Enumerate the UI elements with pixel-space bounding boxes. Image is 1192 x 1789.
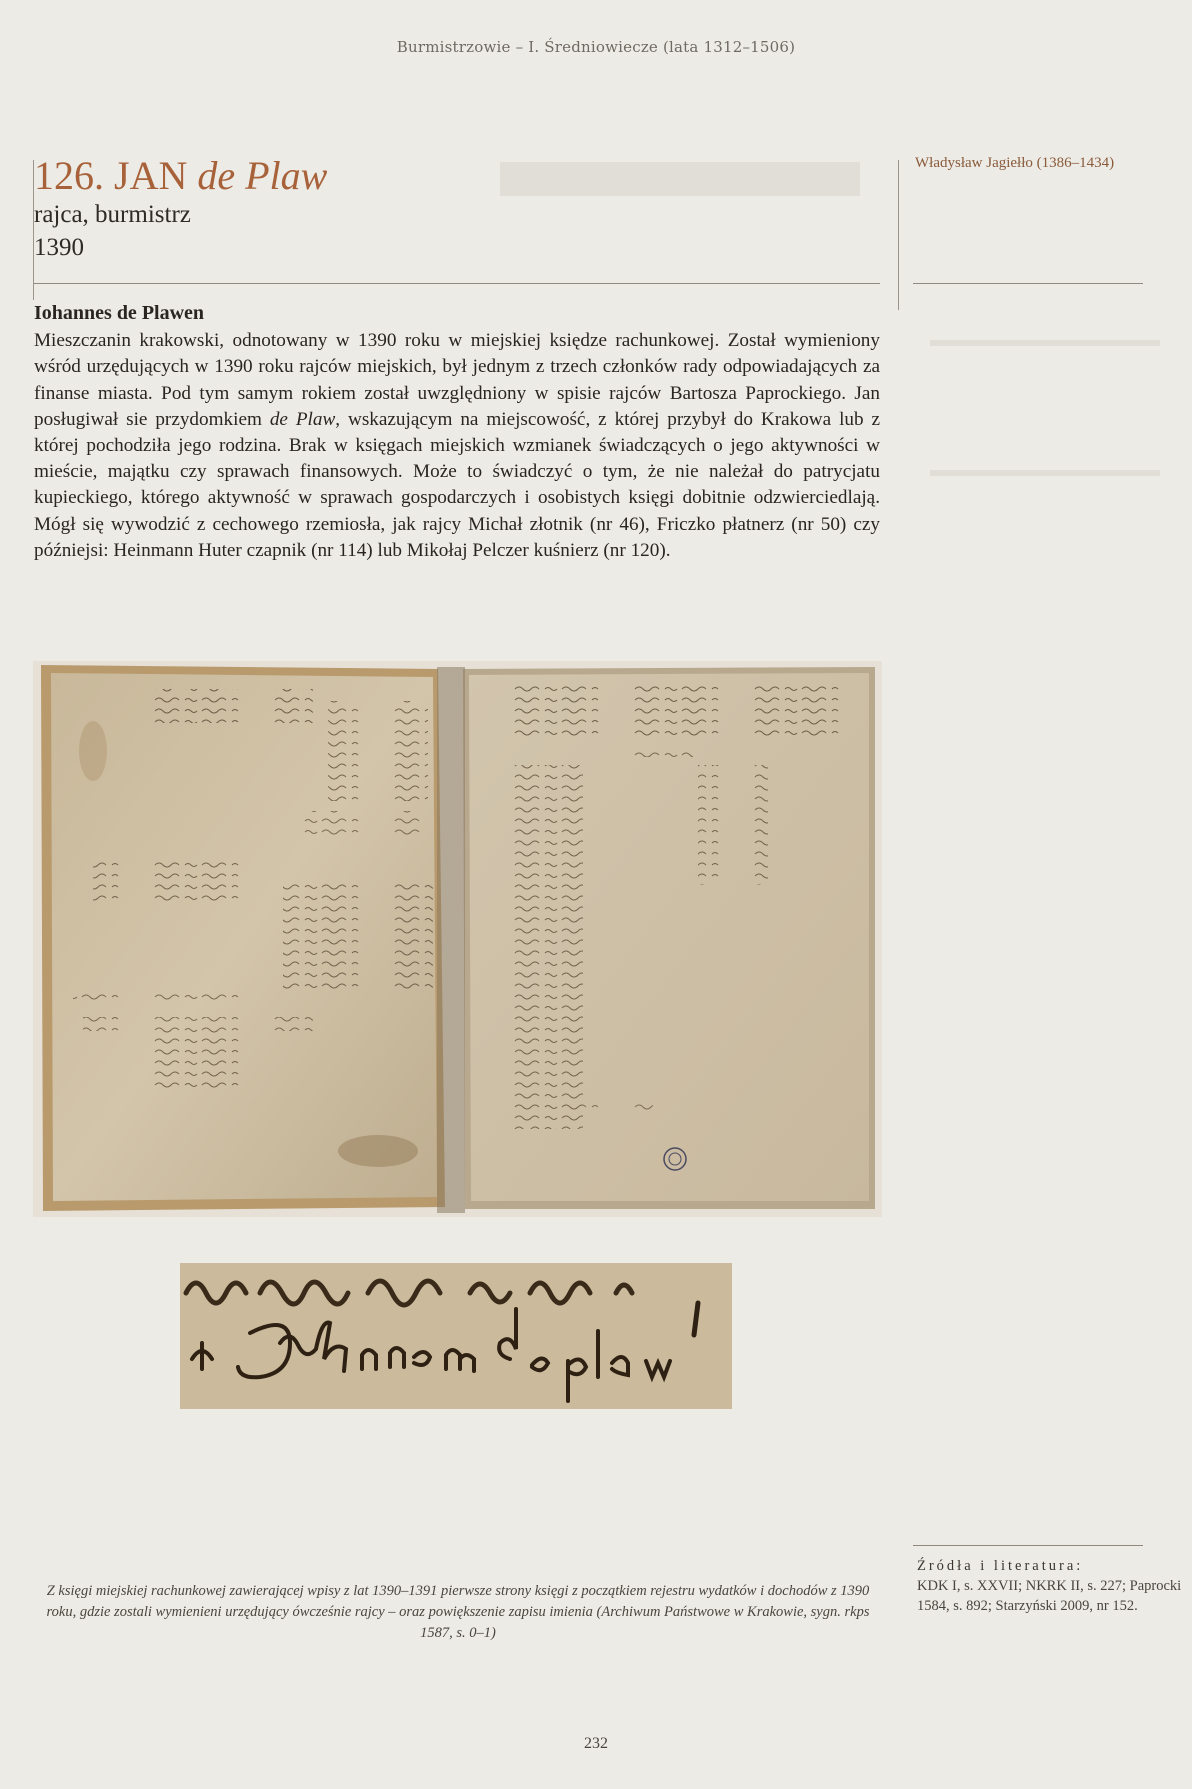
manuscript-text-block xyxy=(698,765,768,885)
latin-name: Iohannes de Plawen xyxy=(34,302,205,324)
paragraph-part-1: Mieszczanin krakowski, odnotowany w 1390 roku w miejskiej księdze rachunkowej. Został wymieniony wśród urzędujących w 1390 roku rajców miejskich, był jednym z trzech członków rady odpowiadających za finanse miasta. Pod tym samym rokiem został uwzględniony w spisie rajców Bartosza Paprockiego. Jan posługiwał sie przydomkiem xyxy=(34,330,880,430)
sources-block xyxy=(917,1556,1183,1616)
biography-text xyxy=(34,300,880,564)
manuscript-text-block xyxy=(93,861,243,905)
manuscript-text-block xyxy=(123,689,313,723)
margin-divider xyxy=(913,283,1143,284)
manuscript-text-block xyxy=(303,811,423,835)
paragraph-italic: de Plaw xyxy=(269,408,336,430)
reign-note: Władysław Jagiełło (1386–1434) xyxy=(915,155,1115,171)
entry-number: 126. xyxy=(34,153,104,198)
paragraph-part-2: , wskazującym na miejscowość, z której przybył do Krakowa lub z której pochodziła jego rodzina. Brak w księgach miejskich wzmianek świadczących o jego aktywności w mieście, majątku czy sprawach finansowych. Może to świadczyć o tym, że nie należał do patrycjatu kupieckiego, którego aktywność w sprawach gospodarczych i osobistych księgi dobitnie odzwierciedlają. Mógł się wywodzić z cechowego rzemiosła, jak rajcy Michał złotnik (nr 46), Friczko płatnerz (nr 50) czy późniejsi: Heinmann Huter czapnik (nr 114) lub Mikołaj Pelczer kuśnierz (nr 120). xyxy=(34,408,881,561)
name-closeup-photo xyxy=(180,1263,732,1409)
manuscript-text-block xyxy=(613,747,693,757)
sources-label: Źródła i literatura: xyxy=(917,1558,1084,1574)
manuscript-illustration xyxy=(33,661,882,1217)
manuscript-text-block xyxy=(83,1017,313,1031)
bleed-through-line xyxy=(930,470,1160,476)
book-gutter xyxy=(437,667,465,1213)
manuscript-text-block xyxy=(283,881,433,989)
manuscript-text-block xyxy=(583,1101,653,1113)
manuscript-text-block xyxy=(123,1031,263,1091)
header-divider xyxy=(34,283,880,284)
entry-header xyxy=(34,152,327,264)
bleed-through-line xyxy=(930,340,1160,346)
manuscript-text-block xyxy=(73,991,263,1005)
manuscript-text-block xyxy=(493,765,583,1129)
handwriting-enlargement xyxy=(180,1263,732,1409)
margin-vertical-rule xyxy=(898,160,899,310)
entry-year: 1390 xyxy=(34,234,84,261)
stain xyxy=(79,721,107,781)
manuscript-photo xyxy=(33,661,882,1217)
entry-name-italic: de Plaw xyxy=(197,153,328,198)
entry-name: JAN xyxy=(114,153,188,198)
sources-divider xyxy=(913,1545,1143,1546)
bleed-through-heading xyxy=(500,162,860,196)
manuscript-text-block xyxy=(328,701,428,801)
page-number: 232 xyxy=(584,1735,608,1752)
running-head: Burmistrzowie – I. Średniowiecze (lata 1312–1506) xyxy=(396,38,796,56)
sources-text: KDK I, s. XXVII; NKRK II, s. 227; Paprocki 1584, s. 892; Starzyński 2009, nr 152. xyxy=(917,1578,1182,1614)
manuscript-text-block xyxy=(493,681,853,737)
figure-caption: Z księgi miejskiej rachunkowej zawierającej wpisy z lat 1390–1391 pierwsze strony księgi z początkiem rejestru wydatków i dochodów z 1390 roku, gdzie zostali wymienieni urzędujący ówcześnie rajcy – oraz powiększenie zapisu imienia (Archiwum Państwowe w Krakowie, sygn. rkps 1587, s. 0–1) xyxy=(46,1583,870,1641)
entry-role: rajca, burmistrz xyxy=(34,201,191,228)
stain xyxy=(338,1135,418,1167)
entry-title xyxy=(34,152,327,200)
